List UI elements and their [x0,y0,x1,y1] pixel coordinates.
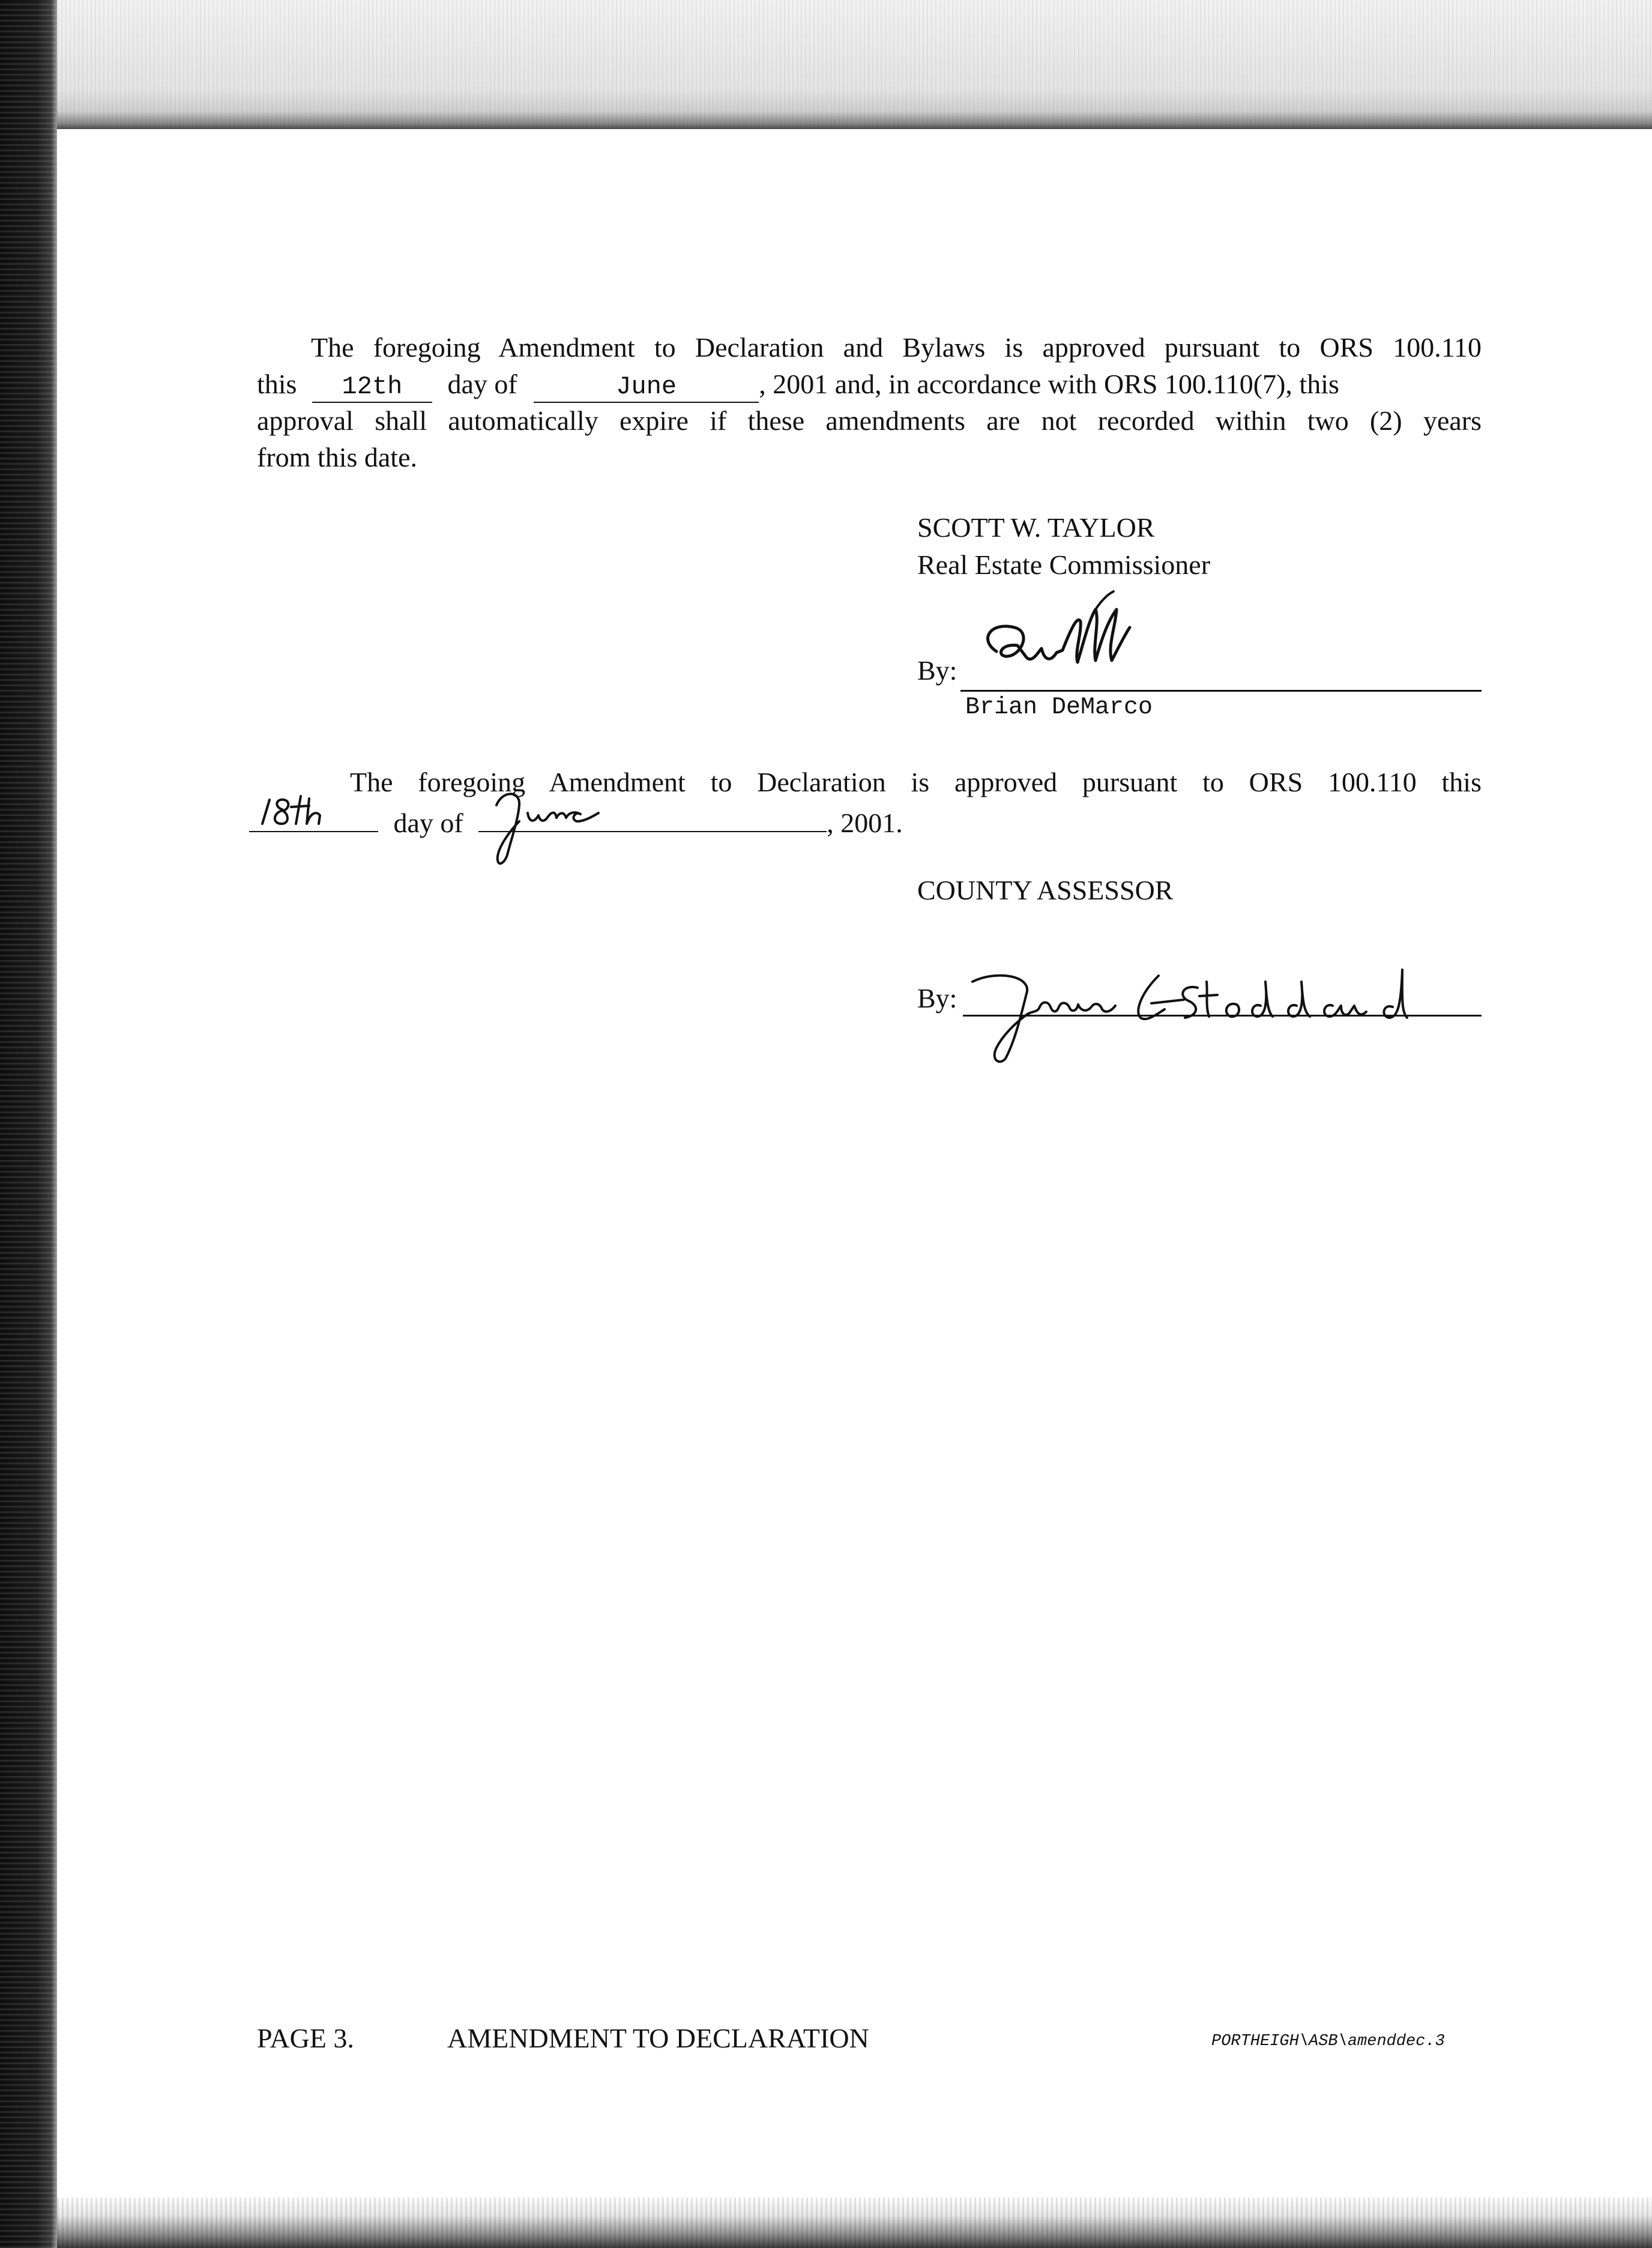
handwritten-month-field [478,801,827,832]
approval-1-line-2 [257,366,1482,402]
approval-2-year-tail: , 2001. [827,808,903,838]
handwritten-day-glyph [249,787,369,835]
assessor-title: COUNTY ASSESSOR [917,875,1174,905]
approval-2-day-of-label: day of [393,808,463,838]
handwritten-month-glyph [478,784,635,874]
scan-edge-left [0,0,57,2248]
approval-2-line-1: The foregoing Amendment to Declaration is approved pursuant to ORS 100.110 this [350,767,1482,797]
footer-page-label: PAGE 3. [257,2023,354,2053]
commissioner-title: Real Estate Commissioner [917,549,1211,580]
scan-edge-top [57,0,1652,129]
month-field: June [534,372,759,403]
approval-1-line-1: The foregoing Amendment to Declaration and Bylaws is approved pursuant to ORS 100.110 [311,332,1482,363]
commissioner-by-label: By: [917,655,957,686]
day-field: 12th [312,372,432,403]
commissioner-signature [972,585,1225,693]
assessor-signature [960,958,1441,1066]
approval-paragraph-1 [257,329,1482,476]
day-of-label: day of [447,369,517,399]
handwritten-day-field [249,801,378,832]
this-label: this [257,369,297,399]
footer-doc-title: AMENDMENT TO DECLARATION [447,2023,869,2053]
scan-edge-bottom [57,2198,1652,2248]
commissioner-signer-name: Brian DeMarco [965,694,1153,721]
assessor-by-label: By: [917,983,957,1014]
footer-file-path: PORTHEIGH\ASB\amenddec.3 [1211,2032,1445,2050]
commissioner-name: SCOTT W. TAYLOR [917,512,1155,543]
approval-1-line-2-tail: , 2001 and, in accordance with ORS 100.110(7), this [759,369,1339,399]
approval-1-line-4: from this date. [257,442,417,473]
approval-1-line-3: approval shall automatically expire if these amendments are not recorded within two (2) years [257,405,1482,436]
approval-2-line-2 [249,801,903,841]
